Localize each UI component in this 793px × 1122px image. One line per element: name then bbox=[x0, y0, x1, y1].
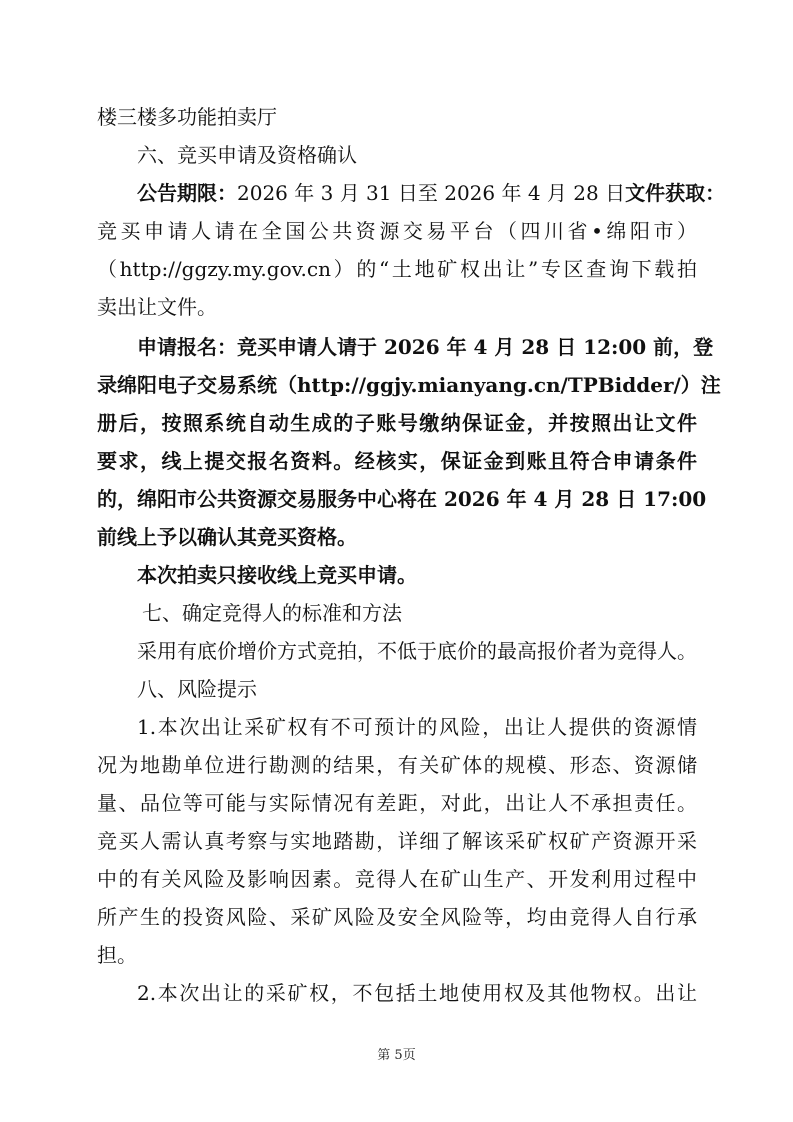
paragraph-line: 所产生的投资风险、采矿风险及安全风险等，均由竞得人自行承 bbox=[97, 905, 697, 929]
paragraph-line: 竞买人需认真考察与实地踏勘，详细了解该采矿权矿产资源开采 bbox=[97, 829, 697, 853]
document-page bbox=[97, 98, 726, 1012]
paragraph-line: 要求，线上提交报名资料。经核实，保证金到账且符合申请条件 bbox=[97, 449, 697, 473]
notice-period-label: 公告期限： bbox=[137, 181, 237, 205]
notice-period-line bbox=[97, 174, 726, 212]
apply-line bbox=[97, 328, 714, 366]
paragraph-line: 前线上予以确认其竞买资格。 bbox=[97, 525, 357, 549]
paragraph-line: 录绵阳电子交易系统（http://ggjy.mianyang.cn/TPBidder/）注 bbox=[97, 373, 721, 397]
paragraph-line: 竞买申请人请在全国公共资源交易平台（四川省•绵阳市） bbox=[97, 219, 697, 243]
paragraph-line: 楼三楼多功能拍卖厅 bbox=[97, 105, 277, 129]
section-heading-six: 六、竞买申请及资格确认 bbox=[137, 143, 357, 167]
paragraph-line: 担。 bbox=[97, 943, 137, 967]
paragraph-line: 1.本次出让采矿权有不可预计的风险，出让人提供的资源情 bbox=[137, 715, 697, 739]
paragraph-line: 况为地勘单位进行勘测的结果，有关矿体的规模、形态、资源储 bbox=[97, 753, 697, 777]
online-only-line: 本次拍卖只接收线上竞买申请。 bbox=[137, 563, 417, 587]
paragraph-line: 卖出让文件。 bbox=[97, 295, 217, 319]
apply-label: 申请报名： bbox=[137, 335, 237, 359]
paragraph-line: 中的有关风险及影响因素。竞得人在矿山生产、开发利用过程中 bbox=[97, 867, 697, 891]
paragraph-line: 采用有底价增价方式竞拍，不低于底价的最高报价者为竞得人。 bbox=[137, 639, 697, 663]
paragraph-line: 的，绵阳市公共资源交易服务中心将在 2026 年 4 月 28 日 17:00 bbox=[97, 487, 707, 511]
file-access-label: 文件获取： bbox=[625, 181, 726, 205]
notice-period-value: 2026 年 3 月 31 日至 2026 年 4 月 28 日 bbox=[237, 181, 626, 205]
section-heading-eight: 八、风险提示 bbox=[137, 677, 257, 701]
paragraph-line: 2.本次出让的采矿权，不包括土地使用权及其他物权。出让 bbox=[137, 981, 697, 1005]
apply-text: 竞买申请人请于 2026 年 4 月 28 日 12:00 前，登 bbox=[237, 335, 714, 359]
section-heading-seven: 七、确定竞得人的标准和方法 bbox=[142, 601, 402, 625]
page-number: 第 5页 bbox=[377, 1048, 416, 1063]
paragraph-line: 册后，按照系统自动生成的子账号缴纳保证金，并按照出让文件 bbox=[97, 411, 697, 435]
paragraph-line: （http://ggzy.my.gov.cn）的“土地矿权出让”专区查询下载拍 bbox=[97, 257, 697, 281]
paragraph-line: 量、品位等可能与实际情况有差距，对此，出让人不承担责任。 bbox=[97, 791, 697, 815]
